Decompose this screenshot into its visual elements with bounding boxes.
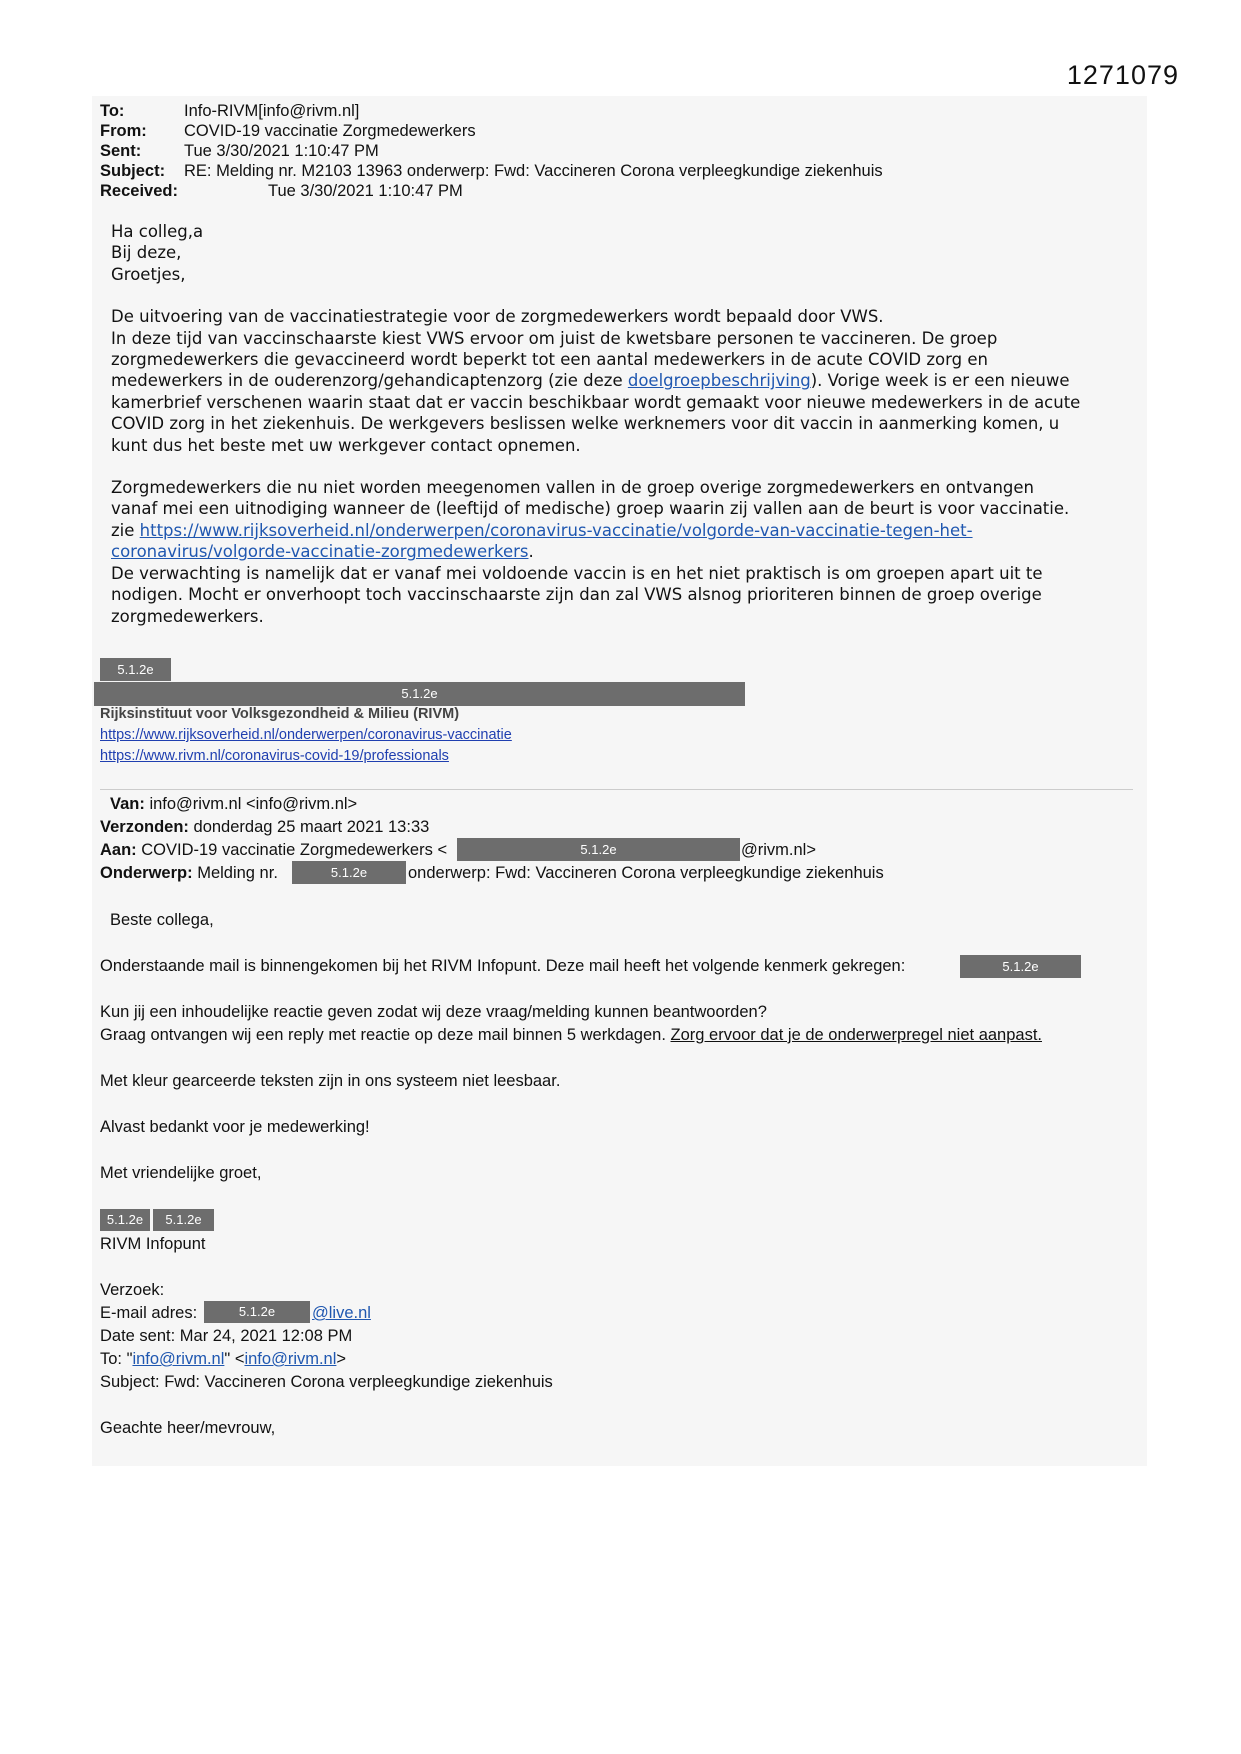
doelgroep-link[interactable]: doelgroepbeschrijving bbox=[627, 371, 811, 391]
beste-collega: Beste collega, bbox=[110, 911, 214, 929]
rijksoverheid-link-part2[interactable]: coronavirus/volgorde-vaccinatie-zorgmedewerkers bbox=[111, 542, 529, 562]
redaction-box: 5.1.2e bbox=[204, 1301, 310, 1323]
body-line: kamerbrief verschenen waarin staat dat er vaccin beschikbaar wordt gemaakt voor nieuwe medewerkers in de acute bbox=[111, 392, 1081, 412]
aan-value: COVID-19 vaccinatie Zorgmedewerkers < bbox=[136, 841, 448, 859]
signature-link[interactable]: https://www.rijksoverheid.nl/onderwerpen/coronavirus-vaccinatie bbox=[100, 727, 512, 743]
body-line: Met vriendelijke groet, bbox=[100, 1164, 262, 1182]
to-label: To: bbox=[100, 102, 125, 120]
from-value: COVID-19 vaccinatie Zorgmedewerkers bbox=[184, 122, 476, 140]
body-line: Onderstaande mail is binnengekomen bij het RIVM Infopunt. Deze mail heeft het volgende kenmerk gekregen: bbox=[100, 957, 906, 975]
body-text: medewerkers in de ouderenzorg/gehandicaptenzorg (zie deze bbox=[111, 371, 628, 391]
body-line: Geachte heer/mevrouw, bbox=[100, 1419, 276, 1437]
redaction-box: 5.1.2e bbox=[94, 682, 745, 706]
fwd-van bbox=[110, 794, 357, 814]
email-label: E-mail adres: bbox=[100, 1304, 198, 1322]
document-number: 1271079 bbox=[1066, 60, 1179, 90]
to-line bbox=[100, 1349, 346, 1369]
rijksoverheid-link-part1[interactable]: https://www.rijksoverheid.nl/onderwerpen/coronavirus-vaccinatie/volgorde-van-vaccinatie-tegen-het- bbox=[139, 520, 973, 540]
body-line: vanaf mei een uitnodiging wanneer de (leeftijd of medische) groep waarin zij vallen aan de beurt is voor vaccinatie. bbox=[111, 499, 1070, 519]
redaction-box: 5.1.2e bbox=[100, 658, 171, 681]
fwd-aan bbox=[100, 840, 447, 860]
body-text: Graag ontvangen wij een reply met reactie op deze mail binnen 5 werkdagen. bbox=[100, 1026, 671, 1044]
van-value: info@rivm.nl <info@rivm.nl> bbox=[144, 795, 358, 813]
body-line: Zorgmedewerkers die nu niet worden meegenomen vallen in de groep overige zorgmedewerkers en ontvangen bbox=[111, 478, 1035, 498]
subject-warning: Zorg ervoor dat je de onderwerpregel niet aanpast. bbox=[670, 1026, 1042, 1044]
onderwerp-suffix: onderwerp: Fwd: Vaccineren Corona verpleegkundige ziekenhuis bbox=[408, 864, 884, 882]
received-value: Tue 3/30/2021 1:10:47 PM bbox=[268, 182, 463, 200]
verzonden-label: Verzonden: bbox=[100, 818, 189, 836]
from-label: From: bbox=[100, 122, 147, 140]
body-line: Date sent: Mar 24, 2021 12:08 PM bbox=[100, 1327, 353, 1345]
greeting-line: Bij deze, bbox=[111, 243, 182, 263]
body-text: To: " bbox=[100, 1350, 133, 1368]
signature-org: Rijksinstituut voor Volksgezondheid & Milieu (RIVM) bbox=[100, 706, 460, 722]
body-line: zorgmedewerkers. bbox=[111, 606, 264, 626]
body-line: RIVM Infopunt bbox=[100, 1235, 206, 1253]
signature-link[interactable]: https://www.rivm.nl/coronavirus-covid-19/professionals bbox=[100, 748, 449, 764]
greeting-line: Groetjes, bbox=[111, 264, 186, 284]
to-email-link[interactable]: info@rivm.nl bbox=[244, 1350, 337, 1368]
body-line bbox=[100, 1025, 1042, 1045]
body-text: " < bbox=[224, 1350, 245, 1368]
subject-value: RE: Melding nr. M2103 13963 onderwerp: Fwd: Vaccineren Corona verpleegkundige ziekenhuis bbox=[184, 162, 883, 180]
body-text: zie bbox=[111, 520, 140, 540]
body-line: De uitvoering van de vaccinatiestrategie voor de zorgmedewerkers wordt bepaald door VWS. bbox=[111, 307, 884, 327]
redaction-box: 5.1.2e bbox=[100, 1209, 150, 1231]
body-line: In deze tijd van vaccinschaarste kiest VWS ervoor om juist de kwetsbare personen te vaccineren. De groep bbox=[111, 328, 998, 348]
greeting-line: Ha colleg,a bbox=[111, 222, 204, 241]
body-line: De verwachting is namelijk dat er vanaf mei voldoende vaccin is en het niet praktisch is om groepen apart uit te bbox=[111, 563, 1043, 583]
onderwerp-label: Onderwerp: bbox=[100, 864, 193, 882]
email-header bbox=[100, 101, 883, 201]
aan-suffix: @rivm.nl> bbox=[741, 841, 816, 859]
received-label: Received: bbox=[100, 182, 178, 200]
redaction-box: 5.1.2e bbox=[457, 838, 740, 861]
body-text: . bbox=[528, 542, 534, 562]
sent-label: Sent: bbox=[100, 142, 142, 160]
sent-value: Tue 3/30/2021 1:10:47 PM bbox=[184, 142, 379, 160]
body-line: Alvast bedankt voor je medewerking! bbox=[100, 1118, 370, 1136]
body-line: Verzoek: bbox=[100, 1281, 165, 1299]
fwd-onderwerp bbox=[100, 863, 278, 883]
body-line: COVID zorg in het ziekenhuis. De werkgevers beslissen welke werknemers voor dit vaccin in aanmerking komen, u bbox=[111, 414, 1060, 434]
to-email-link[interactable]: info@rivm.nl bbox=[132, 1350, 225, 1368]
body-line: Subject: Fwd: Vaccineren Corona verpleegkundige ziekenhuis bbox=[100, 1373, 553, 1391]
body-text: ). Vorige week is er een nieuwe bbox=[810, 371, 1070, 391]
body-text: > bbox=[336, 1350, 347, 1368]
reply-body bbox=[111, 221, 1141, 627]
onderwerp-value: Melding nr. bbox=[192, 864, 278, 882]
message-divider bbox=[100, 789, 1133, 790]
to-value: Info-RIVM[info@rivm.nl] bbox=[184, 102, 360, 120]
redaction-box: 5.1.2e bbox=[153, 1209, 214, 1231]
aan-label: Aan: bbox=[100, 841, 137, 859]
body-line: Met kleur gearceerde teksten zijn in ons systeem niet leesbaar. bbox=[100, 1072, 561, 1090]
van-label: Van: bbox=[110, 795, 145, 813]
body-line bbox=[111, 541, 1141, 562]
body-line bbox=[111, 520, 1141, 541]
redaction-box: 5.1.2e bbox=[960, 955, 1081, 978]
verzonden-value: donderdag 25 maart 2021 13:33 bbox=[188, 818, 430, 836]
body-line: kunt dus het beste met uw werkgever contact opnemen. bbox=[111, 435, 581, 455]
body-line: zorgmedewerkers die gevaccineerd wordt beperkt tot een aantal medewerkers in de acute COVID zorg en bbox=[111, 350, 988, 370]
subject-label: Subject: bbox=[100, 162, 166, 180]
email-suffix-link[interactable]: @live.nl bbox=[312, 1304, 371, 1322]
fwd-verzonden bbox=[100, 817, 429, 837]
redaction-box: 5.1.2e bbox=[292, 861, 406, 884]
body-line: Kun jij een inhoudelijke reactie geven zodat wij deze vraag/melding kunnen beantwoorden? bbox=[100, 1003, 767, 1021]
body-line bbox=[111, 370, 1141, 391]
body-line: nodigen. Mocht er onverhoopt toch vaccinschaarste zijn dan zal VWS alsnog prioriteren binnen de groep overige bbox=[111, 585, 1042, 605]
